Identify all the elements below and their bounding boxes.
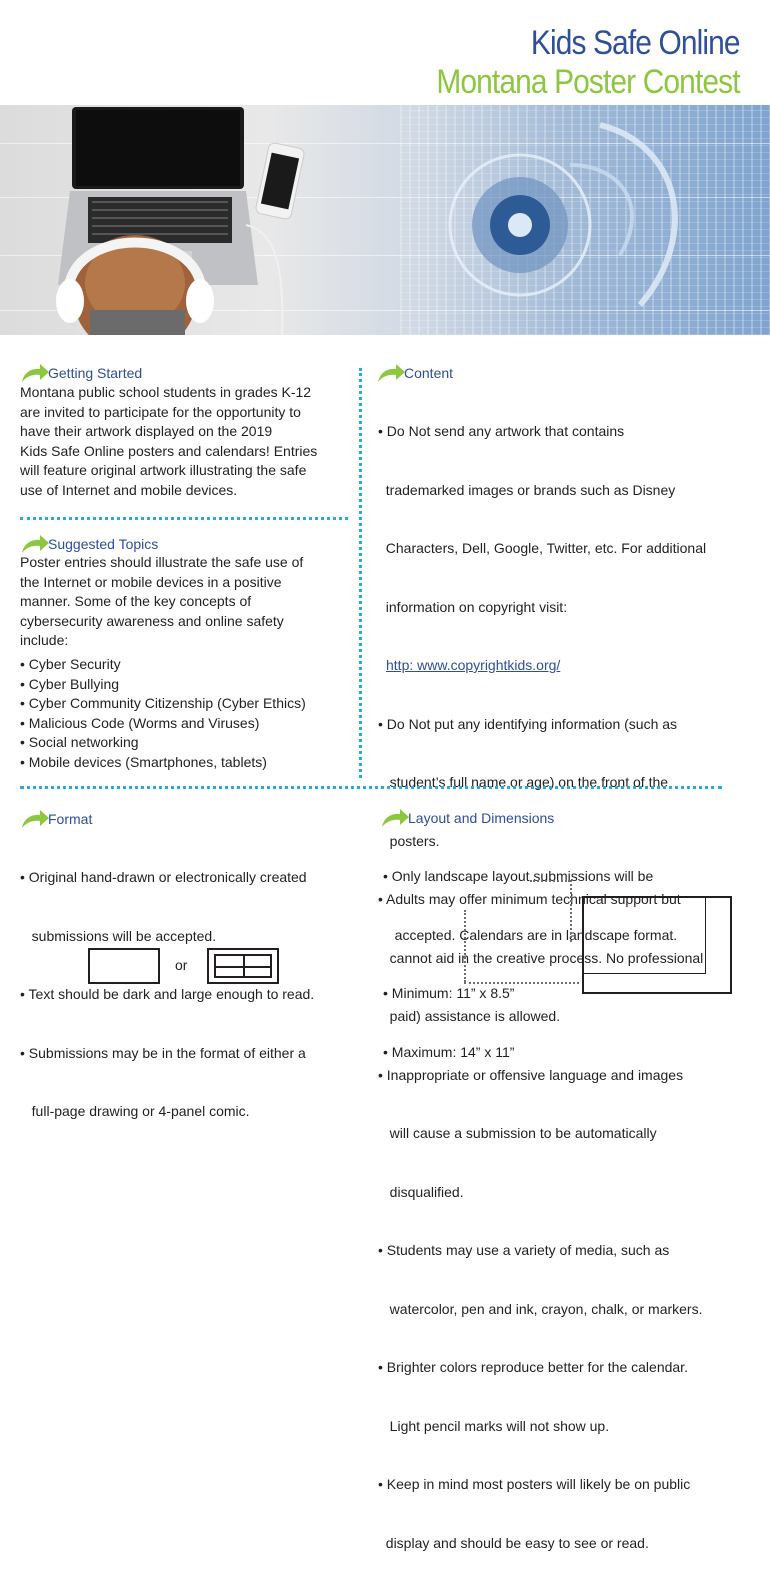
content-text: • Do Not send any artwork that contains trademarked images or brands such as Disney Characters, Dell, Google, Twitter, etc. For additional information on copyright visit: http: www.copyrightkids.org/ • Do Not put any identifying information (such as student’s full name or age) on the front of the posters. • Adults may offer minimum technical support but cannot aid in the creative process. No professional paid) assistance is allowed. • Inappropriate or offensive language and images will cause a submission to be automatically disqualified. • Students may use a variety of media, such as watercolor, pen and ink, crayon, chalk, or markers. • Brighter colors reproduce better for the calendar. Light pencil marks will not show up. • Keep in mind most posters will likely be on public display and should be easy to see or read. bbox=[378, 423, 707, 1551]
format-text: • Original hand-drawn or electronically created submissions will be accepted. • Text should be dark and large enough to read. • Submissions may be in the format of either a full-page drawing or 4-panel comic. bbox=[20, 869, 315, 1119]
copyright-link[interactable]: http: www.copyrightkids.org/ bbox=[386, 657, 561, 673]
maximum-size-guide bbox=[464, 982, 579, 984]
green-arrow-icon bbox=[20, 533, 50, 555]
section-divider bbox=[20, 517, 348, 520]
minimum-size-guide bbox=[530, 880, 570, 882]
bottom-section-divider bbox=[20, 786, 722, 789]
green-arrow-icon bbox=[20, 808, 50, 830]
four-panel-comic-diagram bbox=[207, 948, 279, 984]
layout-dimensions-heading: Layout and Dimensions bbox=[380, 807, 554, 829]
green-arrow-icon bbox=[20, 362, 50, 384]
list-item: • Cyber Security bbox=[20, 656, 121, 672]
getting-started-heading: Getting Started bbox=[20, 362, 142, 384]
getting-started-text: Montana public school students in grades K-12 are invited to participate for the opportunity to have their artwork displayed on the 2019 Kids Safe Online posters and calendars! Entries will feature original artwork illustrating the safe use of Internet and mobile devices. bbox=[20, 384, 318, 498]
minimum-size-guide-vertical bbox=[570, 880, 572, 942]
or-label: or bbox=[175, 957, 188, 973]
suggested-topics-text: Poster entries should illustrate the safe use of the Internet or mobile devices in a positive manner. Some of the key concepts of cybersecurity awareness and online safety include: bbox=[20, 554, 304, 648]
layout-dimensions-text: • Only landscape layout submissions will be accepted. Calendars are in landscape format. • Minimum: 11” x 8.5” • Maximum: 14” x 11” bbox=[383, 868, 678, 1060]
content-heading: Content bbox=[376, 362, 453, 384]
format-heading: Format bbox=[20, 808, 92, 830]
page-subtitle: Montana Poster Contest bbox=[436, 63, 740, 101]
list-item: • Mobile devices (Smartphones, tablets) bbox=[20, 753, 267, 770]
suggested-topics-heading: Suggested Topics bbox=[20, 533, 158, 555]
laptop-photo-illustration bbox=[0, 105, 770, 335]
list-item: • Cyber Bullying bbox=[20, 675, 120, 692]
minimum-size-diagram bbox=[582, 896, 706, 974]
list-item: • Malicious Code (Worms and Viruses) bbox=[20, 714, 260, 731]
header bbox=[395, 24, 740, 102]
green-arrow-icon bbox=[380, 807, 410, 829]
column-divider bbox=[359, 368, 362, 778]
list-item: • Social networking bbox=[20, 734, 139, 750]
page-title: Kids Safe Online bbox=[531, 24, 740, 62]
hero-image bbox=[0, 105, 770, 335]
green-arrow-icon bbox=[376, 362, 406, 384]
full-page-drawing-diagram bbox=[88, 948, 160, 984]
suggested-topics-list bbox=[20, 655, 350, 772]
maximum-size-guide-vertical bbox=[464, 910, 466, 982]
list-item: • Cyber Community Citizenship (Cyber Ethics) bbox=[20, 695, 306, 711]
